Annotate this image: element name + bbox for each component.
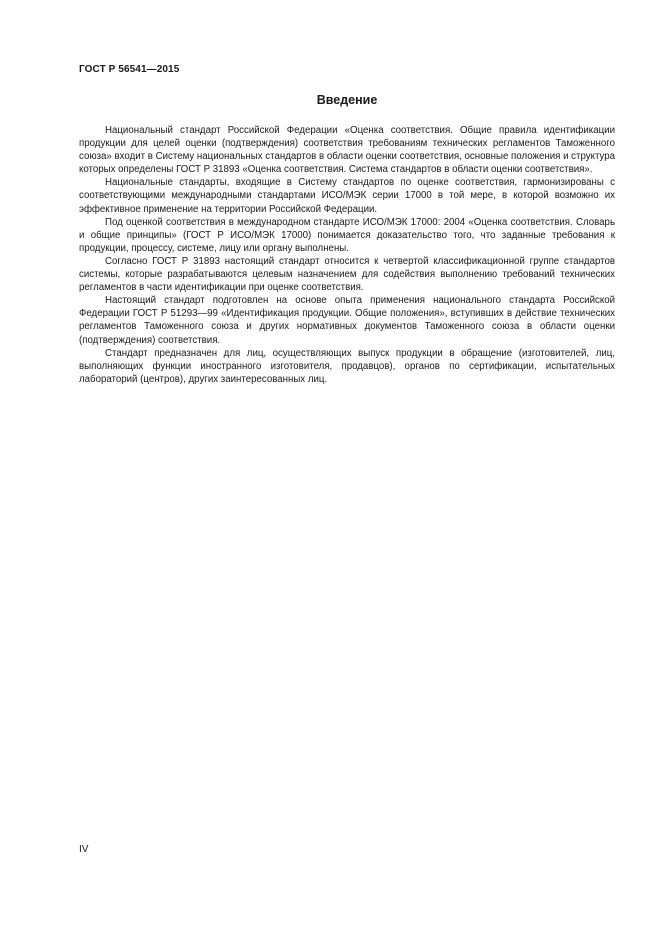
paragraph-5: Настоящий стандарт подготовлен на основе опыта применения национального стандарта Российской Федерации ГОСТ Р 51293—99 «Идентификация продукции. Общие положения», вступивших в действие технических регламентов Таможенного союза и других нормативных документов Таможенного союза в области оценки (подтверждения) соответствия. [79, 295, 615, 346]
section-title: Введение [316, 93, 378, 107]
section-body [79, 124, 615, 386]
paragraph-4: Согласно ГОСТ Р 31893 настоящий стандарт относится к четвертой классификационной группе стандартов системы, которые разрабатываются целевым назначением для содействия выполнению требований технических регламентов в части идентификации при оценке соответствия. [79, 255, 615, 294]
document-header: ГОСТ Р 56541—2015 [79, 64, 180, 75]
paragraph-1: Национальный стандарт Российской Федерации «Оценка соответствия. Общие правила идентификации продукции для целей оценки (подтверждения) соответствия требованиям технических регламентов Таможенного союза» входит в Систему национальных стандартов в области оценки соответствия, основные положения и структура которых определены ГОСТ Р 31893 «Оценка соответствия. Система стандартов в области оценки соответствия». [79, 125, 615, 176]
paragraph-6: Стандарт предназначен для лиц, осуществляющих выпуск продукции в обращение (изготовителей, лиц, выполняющих функции иностранного изготовителя, продавцов), органов по сертификации, испытательных лабораторий (центров), других заинтересованных лиц. [79, 347, 615, 385]
page-number: IV [79, 844, 89, 855]
paragraph-2: Национальные стандарты, входящие в Систему стандартов по оценке соответствия, гармонизированы с соответствующими международными стандартами ИСО/МЭК серии 17000 в той мере, в которой возможно их эффективное применение на территории Российской Федерации. [79, 177, 615, 215]
paragraph-3: Под оценкой соответствия в международном стандарте ИСО/МЭК 17000: 2004 «Оценка соответствия. Словарь и общие принципы» (ГОСТ Р ИСО/МЭК 17000) понимается доказательство того, что заданные требования к продукции, процессу, системе, лицу или органу выполнены. [79, 216, 615, 254]
